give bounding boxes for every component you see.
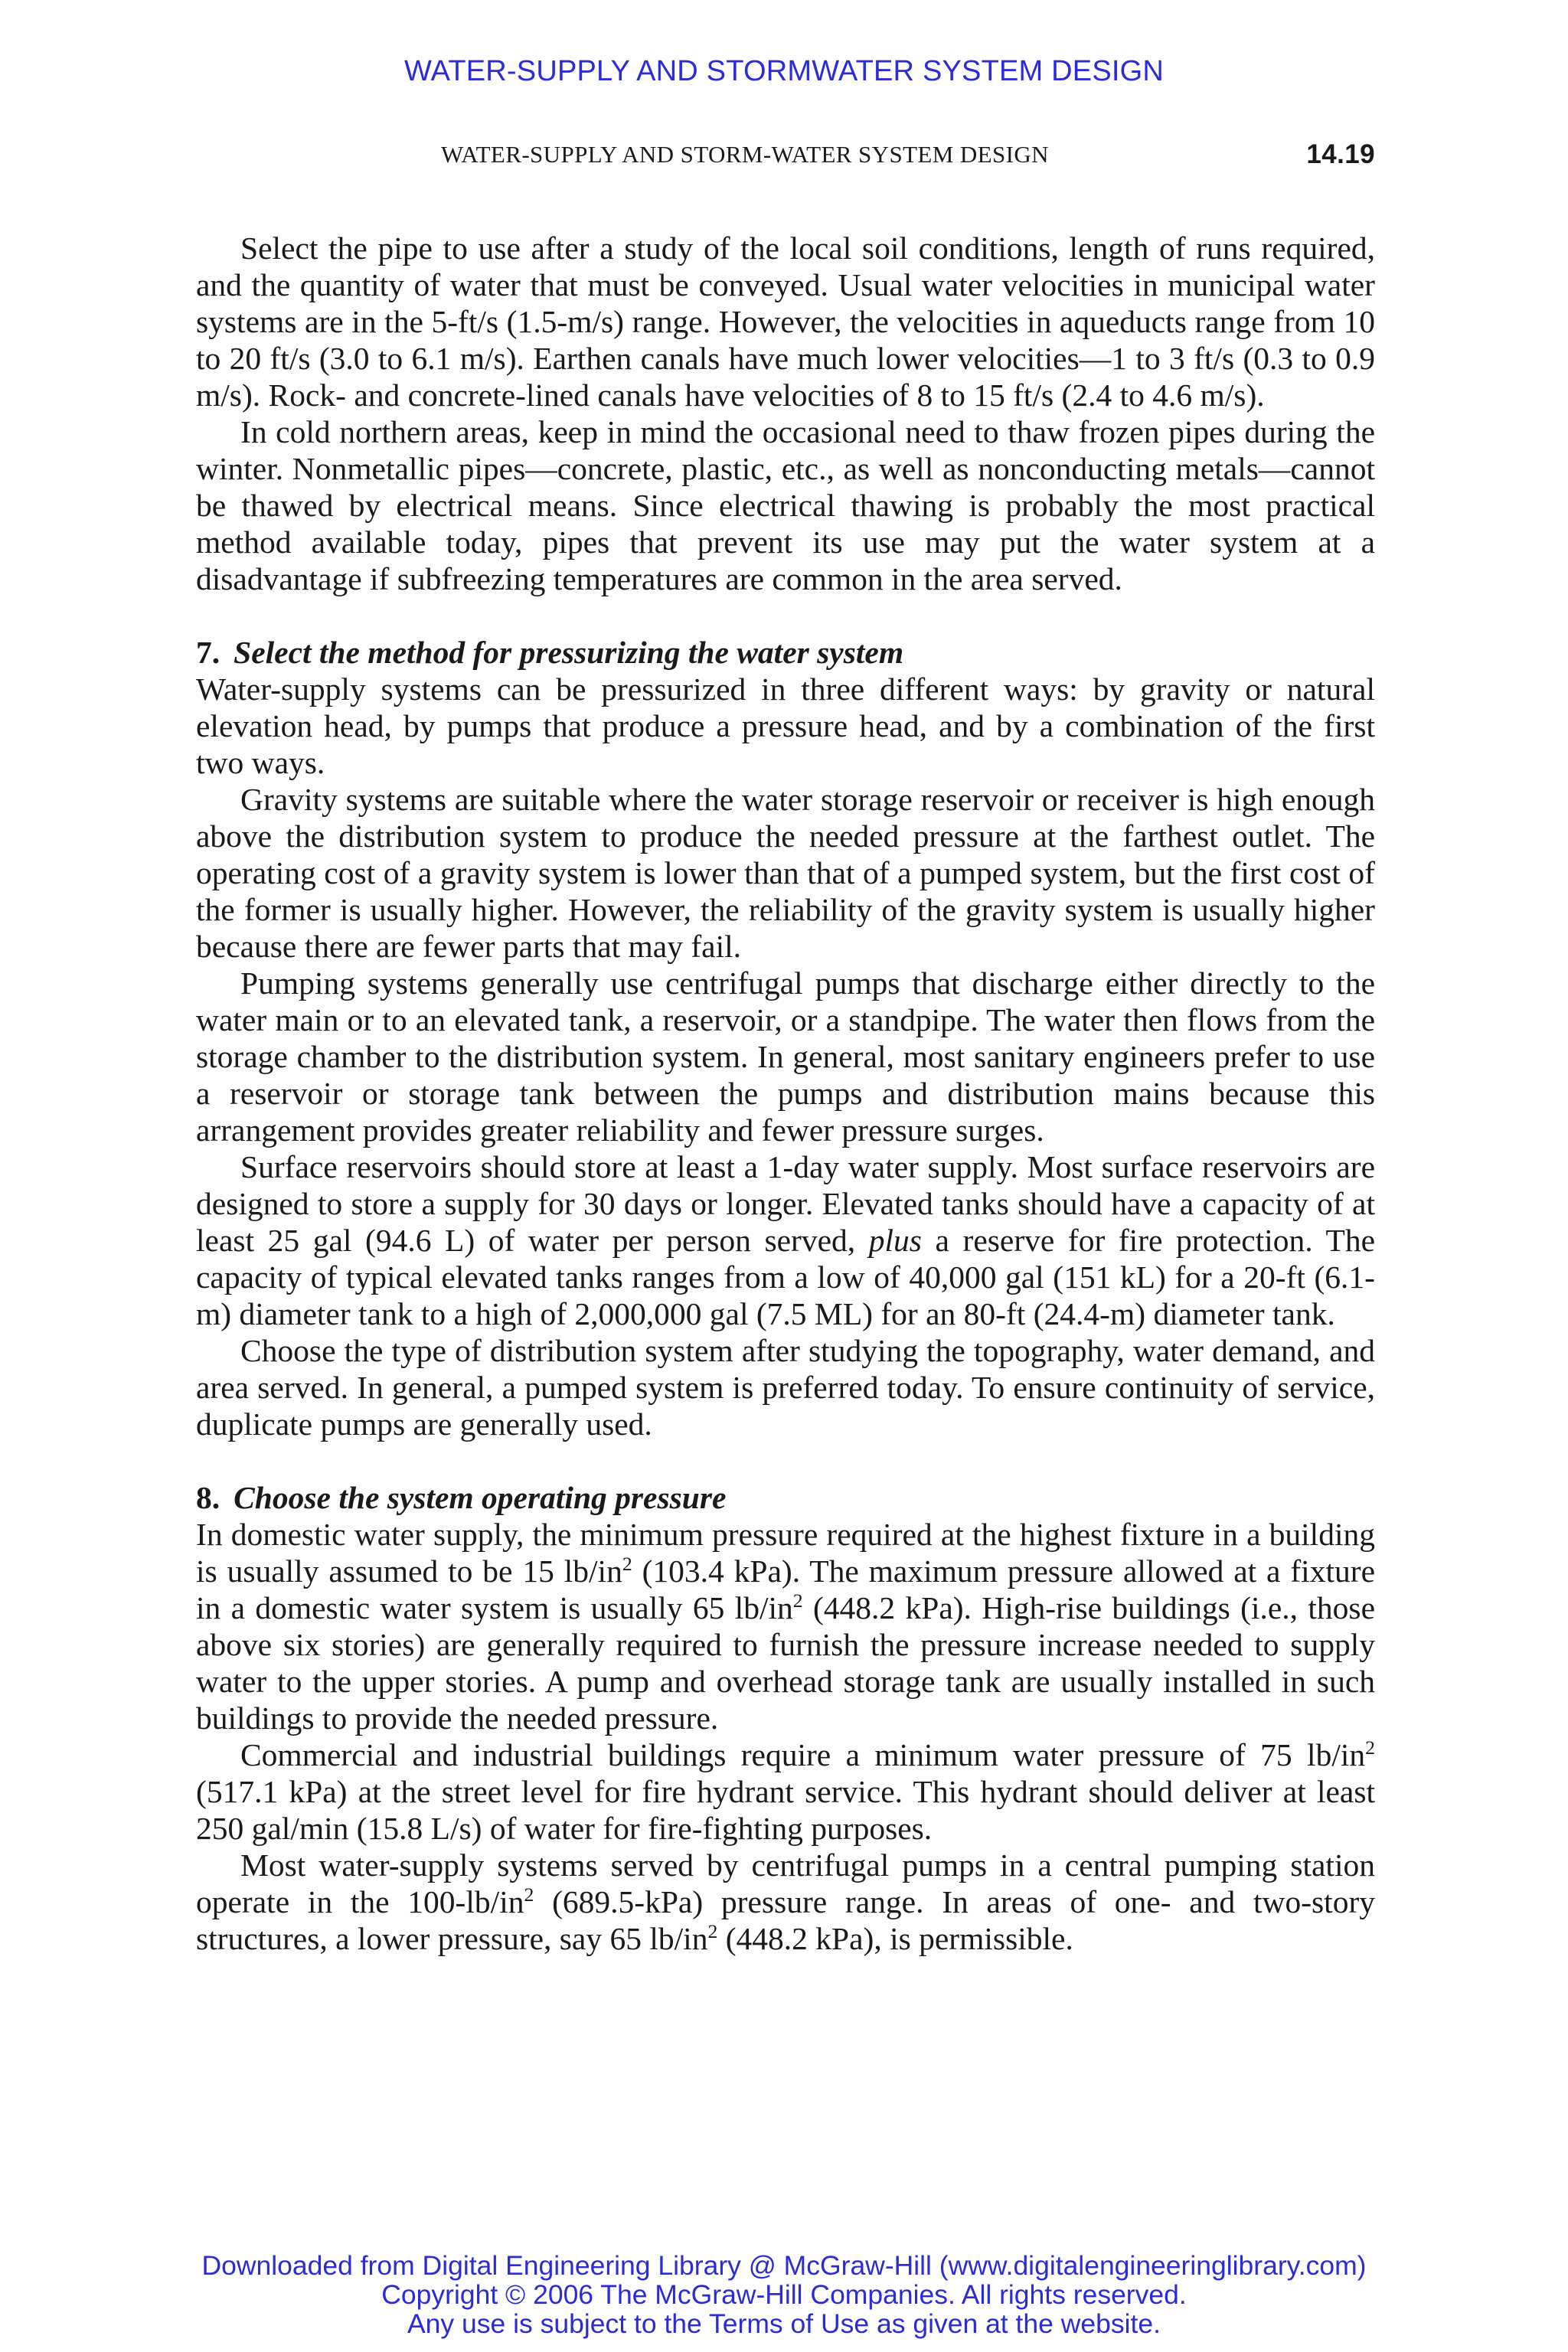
text-run: (689.5-kPa) pressure range. In areas of one- and two-story structures, a lower pressure, say 65 lb/in [196, 1884, 1376, 1956]
section-number: 7. [196, 635, 220, 670]
text-run: (103.4 kPa). The maximum pressure allowed at a fixture in a domestic water system is usually 65 lb/in [196, 1553, 1375, 1625]
section-title: Select the method for pressurizing the water system [234, 635, 904, 670]
text-run: (517.1 kPa) at the street level for fire hydrant service. This hydrant should deliver at least 250 gal/min (15.8 L/s) of water for fire-fighting purposes. [196, 1774, 1375, 1846]
text-run: (448.2 kPa), is permissible. [717, 1921, 1073, 1956]
paragraph: Water-supply systems can be pressurized in three different ways: by gravity or natural elevation head, by pumps that produce a pressure head, and by a combination of the first two ways. [196, 671, 1375, 780]
footer-line: Downloaded from Digital Engineering Library @ McGraw-Hill (www.digitalengineeringlibrary.com) [201, 2250, 1367, 2281]
emphasis: plus [868, 1223, 922, 1258]
superscript: 2 [1365, 1736, 1375, 1759]
text-run: In domestic water supply, the minimum pressure required at the highest fixture in a building is usually assumed to be 15 lb/in [196, 1517, 1375, 1589]
body-text [196, 230, 1375, 1957]
paragraph [196, 1736, 1375, 1847]
paragraph: Choose the type of distribution system after studying the topography, water demand, and area served. In general, a pumped system is preferred today. To ensure continuity of service, duplicate pumps are generally used. [196, 1333, 1375, 1442]
text-run: Commercial and industrial buildings require a minimum water pressure of 75 lb/in [240, 1737, 1366, 1772]
superscript: 2 [524, 1883, 534, 1906]
paragraph: Pumping systems generally use centrifugal pumps that discharge either directly to the water main or to an elevated tank, a reservoir, or a standpipe. The water then flows from the storage chamber to the distribution system. In general, most sanitary engineers prefer to use a reservoir or storage tank between the pumps and distribution mains because this arrangement provides greater reliability and fewer pressure surges. [196, 965, 1375, 1148]
footer-line: Copyright © 2006 The McGraw-Hill Companies. All rights reserved. [381, 2279, 1187, 2310]
section-heading-8 [196, 1479, 1375, 1516]
text-run: a reserve for fire protection. The capacity of typical elevated tanks ranges from a low of 40,000 gal (151 kL) for a 20-ft (6.1-m) diameter tank to a high of 2,000,000 gal (7.5 ML) for an 80-ft (24.4-m) diameter tank. [196, 1223, 1376, 1331]
paragraph [196, 1847, 1375, 1957]
superscript: 2 [792, 1589, 803, 1612]
page-number: 14.19 [1306, 139, 1375, 169]
paragraph: Gravity systems are suitable where the water storage reservoir or receiver is high enough above the distribution system to produce the needed pressure at the farthest outlet. The operating cost of a gravity system is lower than that of a pumped system, but the first cost of the former is usually higher. However, the reliability of the gravity system is usually higher because there are fewer parts that may fail. [196, 782, 1375, 964]
paragraph: Select the pipe to use after a study of the local soil conditions, length of runs required, and the quantity of water that must be conveyed. Usual water velocities in municipal water systems are in the 5-ft/s (1.5-m/s) range. However, the velocities in aqueducts range from 10 to 20 ft/s (3.0 to 6.1 m/s). Earthen canals have much lower velocities—1 to 3 ft/s (0.3 to 0.9 m/s). Rock- and concrete-lined canals have velocities of 8 to 15 ft/s (2.4 to 4.6 m/s). [196, 230, 1375, 413]
source-banner: WATER-SUPPLY AND STORMWATER SYSTEM DESIGN [403, 55, 1165, 87]
footer-line: Any use is subject to the Terms of Use as given at the website. [407, 2308, 1161, 2339]
text-run: Surface reservoirs should store at least a 1-day water supply. Most surface reservoirs are designed to store a supply for 30 days or longer. Elevated tanks should have a capacity of at least 25 gal (94.6 L) of water per person served, [196, 1149, 1375, 1258]
section-heading-7 [196, 634, 1375, 671]
text-run: Most water-supply systems served by centrifugal pumps in a central pumping station operate in the 100-lb/in [196, 1847, 1375, 1919]
section-title: Choose the system operating pressure [234, 1480, 727, 1515]
text-run: (448.2 kPa). High-rise buildings (i.e., those above six stories) are generally required to furnish the pressure increase needed to supply water to the upper stories. A pump and overhead storage tank are usually installed in such buildings to provide the needed pressure. [196, 1590, 1375, 1736]
paragraph [196, 1148, 1375, 1332]
footer-notice [0, 2251, 1568, 2338]
superscript: 2 [707, 1920, 718, 1943]
running-title: WATER-SUPPLY AND STORM-WATER SYSTEM DESIGN [441, 141, 1049, 168]
paragraph: In cold northern areas, keep in mind the occasional need to thaw frozen pipes during the winter. Nonmetallic pipes—concrete, plastic, etc., as well as nonconducting metals—cannot be thawed by electrical means. Since electrical thawing is probably the most practical method available today, pipes that prevent its use may put the water system at a disadvantage if subfreezing temperatures are common in the area served. [196, 414, 1375, 596]
paragraph [196, 1516, 1375, 1736]
section-number: 8. [196, 1480, 220, 1515]
superscript: 2 [622, 1553, 632, 1576]
